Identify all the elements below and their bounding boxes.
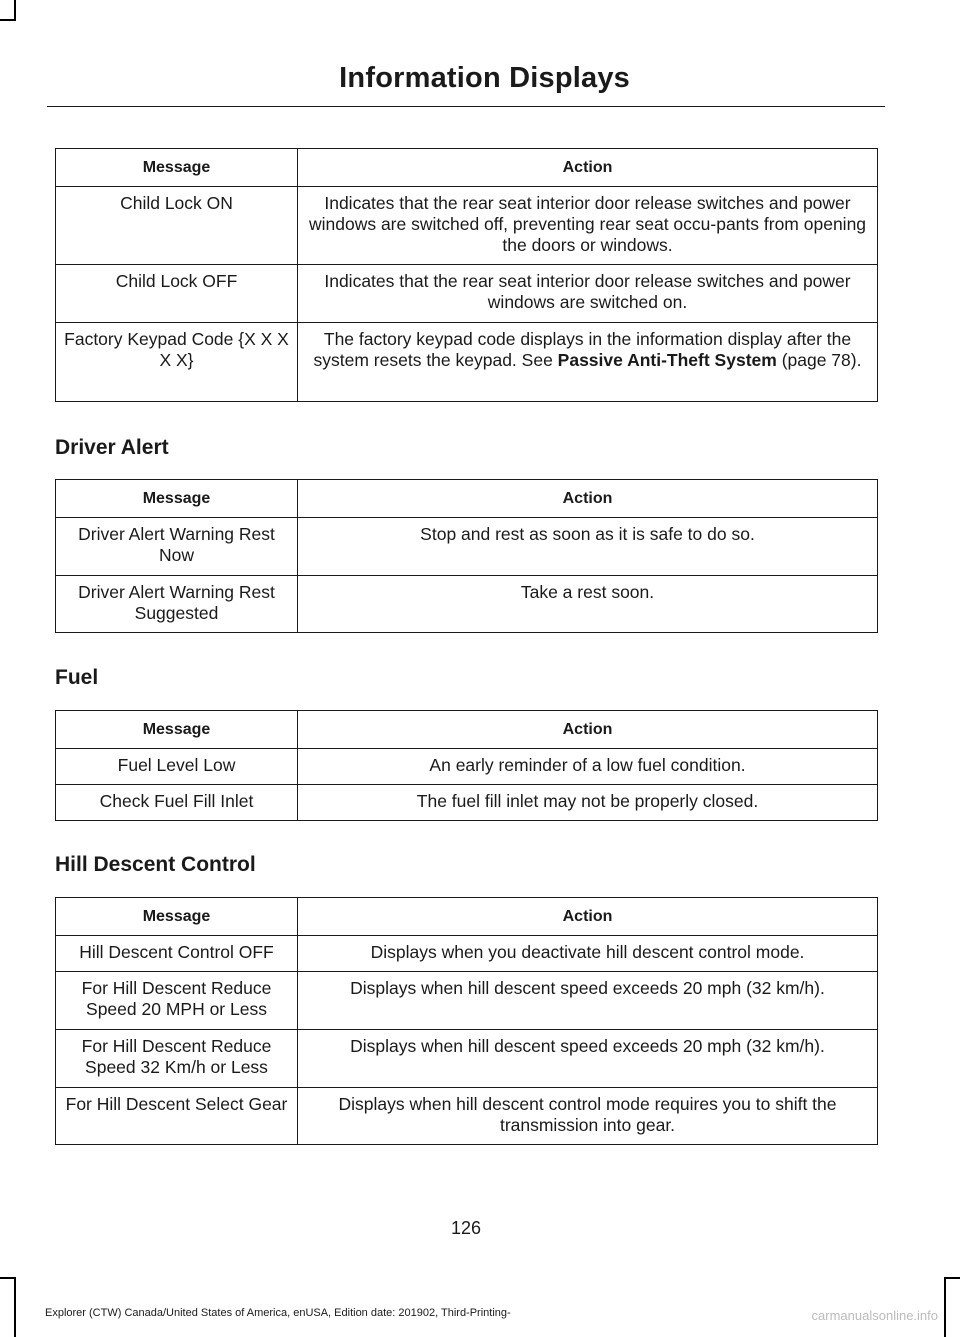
title-divider <box>47 106 885 107</box>
general-messages-table <box>55 148 878 402</box>
page-title: Information Displays <box>339 62 630 94</box>
edition-footer: Explorer (CTW) Canada/United States of America, enUSA, Edition date: 201902, Third-Printing- <box>45 1307 511 1319</box>
page-number: 126 <box>450 1218 482 1238</box>
table-row <box>56 749 878 785</box>
crop-mark <box>14 0 16 20</box>
action-cell: Take a rest soon. <box>298 576 878 633</box>
table-row <box>56 1030 878 1088</box>
driver-alert-table <box>55 479 878 633</box>
watermark: carmanualsonline.info <box>811 1308 938 1323</box>
page-reference: (page 78). <box>776 350 862 370</box>
fuel-table <box>55 710 878 821</box>
action-cell: Displays when hill descent control mode requires you to shift the transmission into gear. <box>298 1088 878 1145</box>
table-header-row <box>56 898 878 936</box>
column-header-action: Action <box>298 898 878 936</box>
message-cell: Hill Descent Control OFF <box>56 936 298 972</box>
message-cell: Driver Alert Warning Rest Suggested <box>56 576 298 633</box>
column-header-action: Action <box>298 480 878 518</box>
action-cell: An early reminder of a low fuel condition. <box>298 749 878 785</box>
action-cell <box>298 323 878 402</box>
table-header-row <box>56 149 878 187</box>
section-heading-hill-descent: Hill Descent Control <box>55 853 256 876</box>
message-cell: For Hill Descent Reduce Speed 20 MPH or Less <box>56 972 298 1030</box>
action-cell: Indicates that the rear seat interior door release switches and power windows are switched on. <box>298 265 878 323</box>
message-cell: Fuel Level Low <box>56 749 298 785</box>
crop-mark <box>0 1277 16 1279</box>
section-heading-fuel: Fuel <box>55 666 99 689</box>
column-header-action: Action <box>298 711 878 749</box>
crop-mark <box>0 19 16 21</box>
table-row <box>56 265 878 323</box>
message-cell: Factory Keypad Code {X X X X X} <box>56 323 298 402</box>
message-cell: Check Fuel Fill Inlet <box>56 785 298 821</box>
action-cell: Indicates that the rear seat interior door release switches and power windows are switched off, preventing rear seat occu-pants from opening the doors or windows. <box>298 187 878 265</box>
action-cell: Displays when you deactivate hill descent control mode. <box>298 936 878 972</box>
table-row <box>56 323 878 402</box>
table-row <box>56 936 878 972</box>
action-cell: Displays when hill descent speed exceeds 20 mph (32 km/h). <box>298 1030 878 1088</box>
action-text: The factory keypad code displays in the information display after the system resets the keypad. See <box>313 329 852 370</box>
column-header-action: Action <box>298 149 878 187</box>
action-cell: Stop and rest as soon as it is safe to do so. <box>298 518 878 576</box>
crop-mark <box>944 1277 960 1279</box>
action-cell: Displays when hill descent speed exceeds 20 mph (32 km/h). <box>298 972 878 1030</box>
table-row <box>56 518 878 576</box>
table-row <box>56 187 878 265</box>
message-cell: Driver Alert Warning Rest Now <box>56 518 298 576</box>
message-cell: Child Lock OFF <box>56 265 298 323</box>
section-heading-driver-alert: Driver Alert <box>55 436 169 459</box>
passive-anti-theft-link[interactable]: Passive Anti-Theft System <box>557 350 777 370</box>
action-cell: The fuel fill inlet may not be properly closed. <box>298 785 878 821</box>
column-header-message: Message <box>56 480 298 518</box>
message-cell: For Hill Descent Reduce Speed 32 Km/h or Less <box>56 1030 298 1088</box>
crop-mark <box>14 1277 16 1337</box>
table-header-row <box>56 480 878 518</box>
message-cell: Child Lock ON <box>56 187 298 265</box>
table-row <box>56 972 878 1030</box>
table-header-row <box>56 711 878 749</box>
message-cell: For Hill Descent Select Gear <box>56 1088 298 1145</box>
table-row <box>56 576 878 633</box>
hill-descent-table <box>55 897 878 1145</box>
table-row <box>56 785 878 821</box>
crop-mark <box>944 1277 946 1337</box>
column-header-message: Message <box>56 711 298 749</box>
table-row <box>56 1088 878 1145</box>
column-header-message: Message <box>56 149 298 187</box>
column-header-message: Message <box>56 898 298 936</box>
